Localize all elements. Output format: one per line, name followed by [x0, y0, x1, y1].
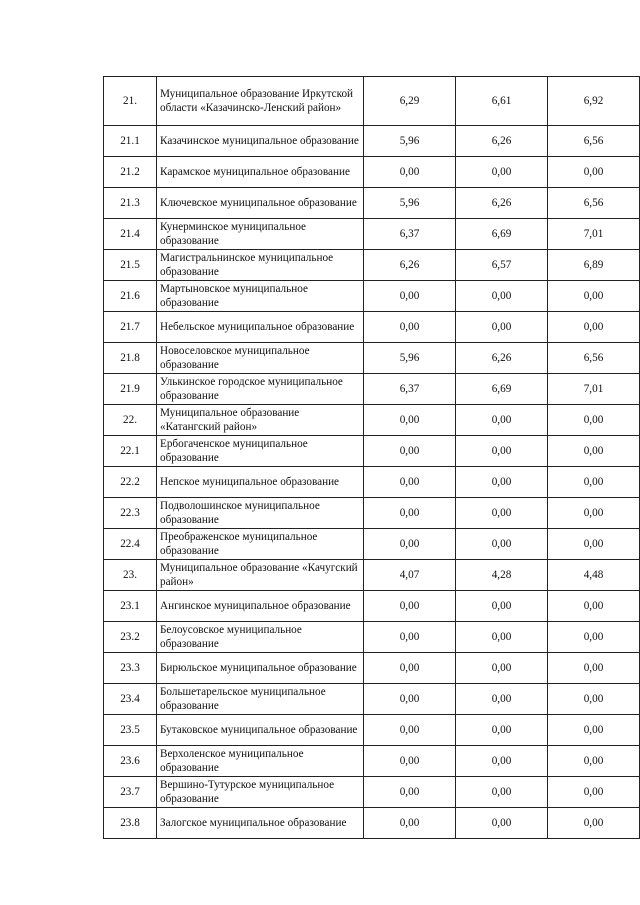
municipality-name: Карамское муниципальное образование: [157, 157, 364, 188]
value-col-3: 0,00: [548, 715, 640, 746]
row-number: 23.7: [104, 777, 157, 808]
value-col-2: 6,26: [456, 343, 548, 374]
row-number: 21.8: [104, 343, 157, 374]
table-row: [104, 808, 640, 839]
table-row: [104, 498, 640, 529]
municipality-name: Подволошинское муниципальное образование: [157, 498, 364, 529]
value-col-3: 6,56: [548, 188, 640, 219]
municipality-name: Муниципальное образование «Катангский район»: [157, 405, 364, 436]
row-number: 21.4: [104, 219, 157, 250]
value-col-2: 0,00: [456, 777, 548, 808]
value-col-1: 5,96: [364, 188, 456, 219]
municipality-name: Бутаковское муниципальное образование: [157, 715, 364, 746]
value-col-3: 7,01: [548, 219, 640, 250]
row-number: 23.1: [104, 591, 157, 622]
table-row: [104, 653, 640, 684]
value-col-2: 0,00: [456, 405, 548, 436]
row-number: 21.3: [104, 188, 157, 219]
value-col-3: 6,56: [548, 343, 640, 374]
municipality-name: Небельское муниципальное образование: [157, 312, 364, 343]
value-col-1: 4,07: [364, 560, 456, 591]
value-col-1: 6,37: [364, 374, 456, 405]
municipality-name: Магистральнинское муниципальное образование: [157, 250, 364, 281]
municipality-name: Залогское муниципальное образование: [157, 808, 364, 839]
municipality-name: Ангинское муниципальное образование: [157, 591, 364, 622]
value-col-1: 0,00: [364, 777, 456, 808]
value-col-3: 6,56: [548, 126, 640, 157]
value-col-3: 0,00: [548, 746, 640, 777]
table-row: [104, 467, 640, 498]
value-col-2: 0,00: [456, 157, 548, 188]
row-number: 21.9: [104, 374, 157, 405]
table-row: [104, 436, 640, 467]
table-row: [104, 77, 640, 126]
value-col-1: 0,00: [364, 808, 456, 839]
value-col-3: 0,00: [548, 622, 640, 653]
value-col-1: 0,00: [364, 653, 456, 684]
row-number: 21.: [104, 77, 157, 126]
value-col-2: 0,00: [456, 529, 548, 560]
value-col-3: 0,00: [548, 281, 640, 312]
municipality-name: Непское муниципальное образование: [157, 467, 364, 498]
row-number: 23.6: [104, 746, 157, 777]
value-col-1: 6,29: [364, 77, 456, 126]
municipality-name: Улькинское городское муниципальное образование: [157, 374, 364, 405]
value-col-1: 0,00: [364, 529, 456, 560]
row-number: 21.1: [104, 126, 157, 157]
row-number: 22.1: [104, 436, 157, 467]
value-col-1: 0,00: [364, 684, 456, 715]
municipality-name: Преображенское муниципальное образование: [157, 529, 364, 560]
municipal-values-table: [103, 76, 640, 839]
value-col-3: 0,00: [548, 777, 640, 808]
value-col-3: 6,89: [548, 250, 640, 281]
value-col-1: 0,00: [364, 591, 456, 622]
value-col-3: 0,00: [548, 529, 640, 560]
value-col-2: 0,00: [456, 746, 548, 777]
table-row: [104, 157, 640, 188]
row-number: 21.6: [104, 281, 157, 312]
table-row: [104, 281, 640, 312]
value-col-2: 6,69: [456, 374, 548, 405]
municipality-name: Муниципальное образование «Качугский район»: [157, 560, 364, 591]
row-number: 21.7: [104, 312, 157, 343]
value-col-1: 0,00: [364, 405, 456, 436]
table-row: [104, 405, 640, 436]
value-col-1: 0,00: [364, 281, 456, 312]
value-col-2: 0,00: [456, 684, 548, 715]
row-number: 22.2: [104, 467, 157, 498]
value-col-2: 0,00: [456, 591, 548, 622]
municipality-name: Новоселовское муниципальное образование: [157, 343, 364, 374]
table-row: [104, 219, 640, 250]
value-col-2: 0,00: [456, 808, 548, 839]
row-number: 21.2: [104, 157, 157, 188]
value-col-1: 0,00: [364, 746, 456, 777]
value-col-1: 0,00: [364, 467, 456, 498]
table-row: [104, 312, 640, 343]
row-number: 22.3: [104, 498, 157, 529]
municipality-name: Кунерминское муниципальное образование: [157, 219, 364, 250]
table-row: [104, 250, 640, 281]
value-col-1: 6,26: [364, 250, 456, 281]
value-col-2: 0,00: [456, 715, 548, 746]
municipality-name: Бирюльское муниципальное образование: [157, 653, 364, 684]
value-col-3: 0,00: [548, 467, 640, 498]
table-row: [104, 126, 640, 157]
value-col-2: 6,57: [456, 250, 548, 281]
table-row: [104, 746, 640, 777]
row-number: 23.5: [104, 715, 157, 746]
value-col-3: 6,92: [548, 77, 640, 126]
row-number: 21.5: [104, 250, 157, 281]
municipality-name: Ключевское муниципальное образование: [157, 188, 364, 219]
value-col-3: 0,00: [548, 684, 640, 715]
value-col-2: 0,00: [456, 498, 548, 529]
value-col-3: 4,48: [548, 560, 640, 591]
table-row: [104, 684, 640, 715]
municipality-name: Верхоленское муниципальное образование: [157, 746, 364, 777]
value-col-2: 0,00: [456, 653, 548, 684]
value-col-3: 0,00: [548, 808, 640, 839]
value-col-1: 5,96: [364, 126, 456, 157]
table-row: [104, 560, 640, 591]
row-number: 22.4: [104, 529, 157, 560]
value-col-2: 6,26: [456, 126, 548, 157]
value-col-1: 0,00: [364, 622, 456, 653]
row-number: 23.4: [104, 684, 157, 715]
value-col-2: 6,69: [456, 219, 548, 250]
municipality-name: Ербогаченское муниципальное образование: [157, 436, 364, 467]
value-col-2: 6,61: [456, 77, 548, 126]
value-col-3: 0,00: [548, 157, 640, 188]
value-col-1: 6,37: [364, 219, 456, 250]
row-number: 23.2: [104, 622, 157, 653]
municipality-name: Большетарельское муниципальное образование: [157, 684, 364, 715]
table-row: [104, 343, 640, 374]
value-col-1: 0,00: [364, 157, 456, 188]
row-number: 23.8: [104, 808, 157, 839]
table-row: [104, 374, 640, 405]
table-row: [104, 715, 640, 746]
value-col-3: 0,00: [548, 436, 640, 467]
value-col-2: 0,00: [456, 622, 548, 653]
municipality-name: Мартыновское муниципальное образование: [157, 281, 364, 312]
value-col-3: 0,00: [548, 653, 640, 684]
value-col-3: 7,01: [548, 374, 640, 405]
row-number: 22.: [104, 405, 157, 436]
value-col-2: 0,00: [456, 436, 548, 467]
value-col-1: 5,96: [364, 343, 456, 374]
value-col-3: 0,00: [548, 591, 640, 622]
row-number: 23.: [104, 560, 157, 591]
value-col-3: 0,00: [548, 312, 640, 343]
value-col-2: 4,28: [456, 560, 548, 591]
table-row: [104, 591, 640, 622]
value-col-3: 0,00: [548, 498, 640, 529]
table-row: [104, 777, 640, 808]
municipality-name: Казачинское муниципальное образование: [157, 126, 364, 157]
row-number: 23.3: [104, 653, 157, 684]
value-col-3: 0,00: [548, 405, 640, 436]
value-col-1: 0,00: [364, 312, 456, 343]
municipality-name: Вершино-Тутурское муниципальное образование: [157, 777, 364, 808]
table-row: [104, 529, 640, 560]
municipality-name: Муниципальное образование Иркутской области «Казачинско-Ленский район»: [157, 77, 364, 126]
value-col-2: 0,00: [456, 312, 548, 343]
value-col-2: 6,26: [456, 188, 548, 219]
value-col-2: 0,00: [456, 281, 548, 312]
table-row: [104, 622, 640, 653]
value-col-1: 0,00: [364, 715, 456, 746]
table-row: [104, 188, 640, 219]
table-body: [104, 77, 640, 839]
value-col-1: 0,00: [364, 498, 456, 529]
value-col-2: 0,00: [456, 467, 548, 498]
municipality-name: Белоусовское муниципальное образование: [157, 622, 364, 653]
value-col-1: 0,00: [364, 436, 456, 467]
